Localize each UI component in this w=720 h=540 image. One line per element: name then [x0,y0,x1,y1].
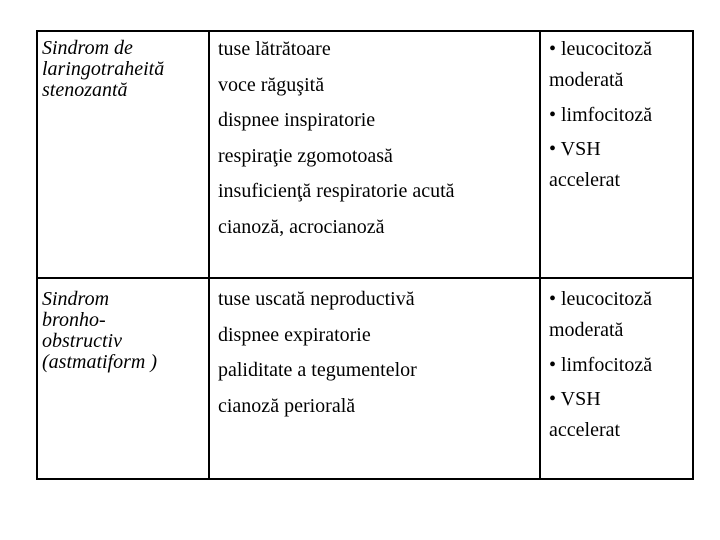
row-2-syndrome-line-2: bronho- [42,309,106,331]
row-2-syndrome-line-4: (astmatiform ) [42,351,157,373]
row-1-lab-item: • VSH [549,138,601,160]
row-1-symptom: dispnee inspiratorie [218,109,376,131]
row-1-symptom: voce răguşită [218,73,325,96]
row-1-symptom: tuse lătrătoare [218,38,331,60]
row-2-labs-cell [549,288,693,454]
row-divider [38,277,692,279]
row-1-symptom: respiraţie zgomotoasă [218,144,393,167]
row-1-syndrome-line-1: Sindrom de [42,37,133,59]
column-divider-1 [208,32,210,478]
row-2-symptom: tuse uscată neproductivă [218,288,415,310]
row-2-symptom: cianoză periorală [218,394,356,417]
row-1-symptoms-cell [218,38,536,251]
row-1-symptom: insuficienţă respiratorie acută [218,180,455,202]
column-divider-2 [539,32,541,478]
row-1-syndrome-cell [42,38,206,101]
row-2-lab-item: • VSH [549,388,601,410]
row-2-lab-item: • limfocitoză [549,353,653,376]
row-2-syndrome-line-1: Sindrom [42,288,110,310]
row-1-lab-item: accelerat [549,169,621,191]
row-1-lab-item: moderată [549,69,624,91]
row-2-syndrome-line-3: obstructiv [42,330,122,352]
row-2-lab-item: accelerat [549,419,621,441]
row-2-syndrome-cell [42,289,206,373]
row-1-lab-item: • leucocitoză [549,38,653,60]
row-2-symptoms-cell [218,288,536,430]
row-2-symptom: paliditate a tegumentelor [218,359,417,381]
row-1-syndrome-line-3: stenozantă [42,79,128,101]
row-2-lab-item: moderată [549,319,624,341]
row-1-symptom: cianoză, acrocianoză [218,215,385,238]
row-1-labs-cell [549,38,693,204]
row-2-symptom: dispnee expiratorie [218,323,371,346]
row-2-lab-item: • leucocitoză [549,288,653,310]
row-1-syndrome-line-2: laringotraheită [42,58,165,80]
row-1-lab-item: • limfocitoză [549,103,653,126]
syndrome-table [36,30,694,480]
